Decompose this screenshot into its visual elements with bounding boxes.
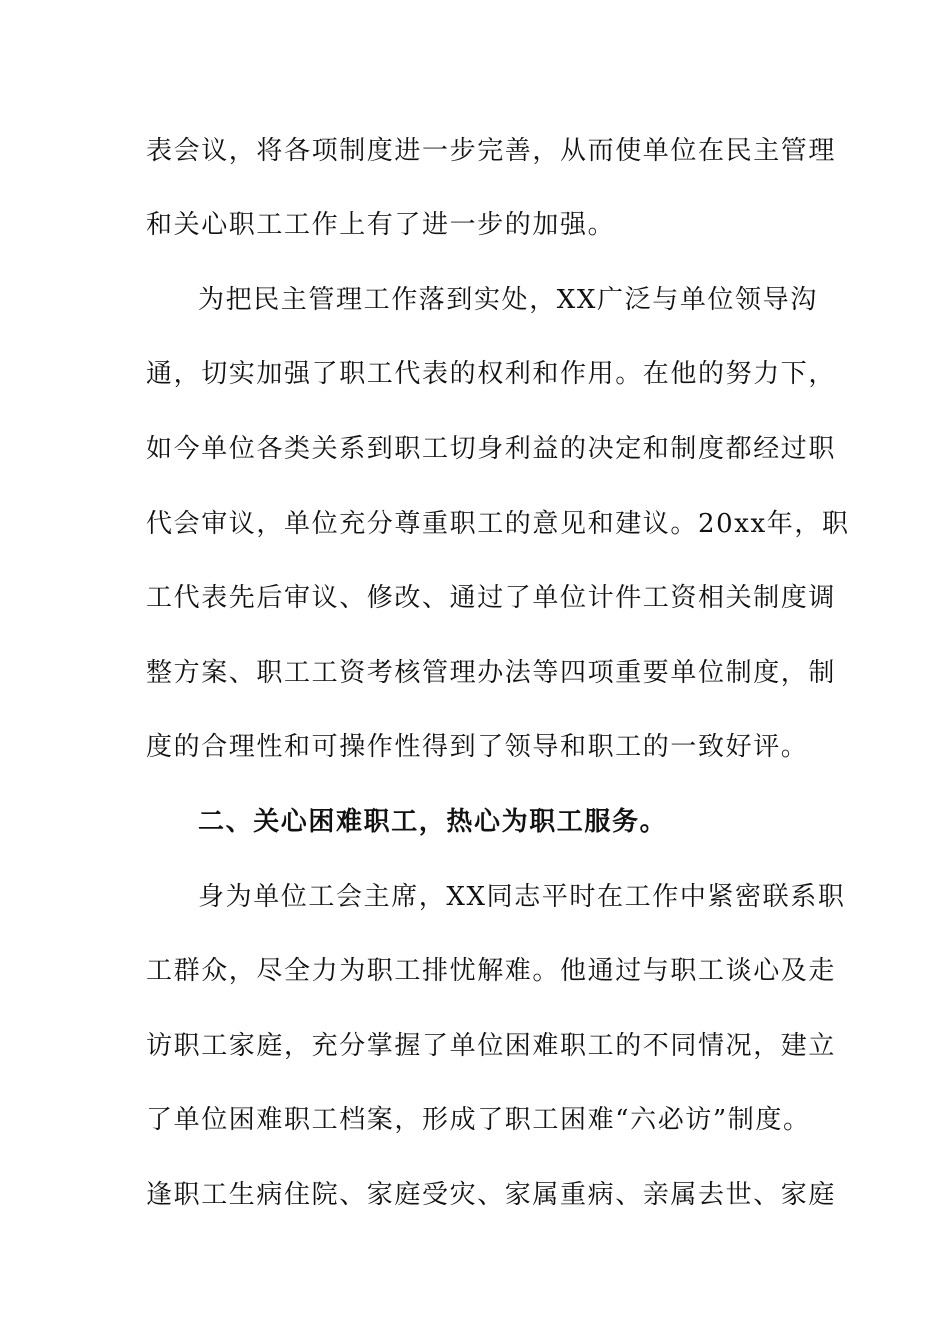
paragraph-line: 度的合理性和可操作性得到了领导和职工的一致好评。 xyxy=(146,732,809,762)
paragraph-line: 了单位困难职工档案，形成了职工困难“六必访”制度。 xyxy=(146,1105,811,1135)
paragraph-line: 工代表先后审议、修改、通过了单位计件工资相关制度调 xyxy=(146,583,837,613)
paragraph-first-line: 为把民主管理工作落到实处，XX广泛与单位领导沟 xyxy=(198,285,818,315)
paragraph-line: 和关心职工工作上有了进一步的加强。 xyxy=(146,210,616,240)
paragraph-line: 表会议，将各项制度进一步完善，从而使单位在民主管理 xyxy=(146,136,837,166)
paragraph-line: 工群众，尽全力为职工排忧解难。他通过与职工谈心及走 xyxy=(146,956,837,986)
section-heading: 二、关心困难职工，热心为职工服务。 xyxy=(198,807,668,837)
paragraph-line: 逢职工生病住院、家庭受灾、家属重病、亲属去世、家庭 xyxy=(146,1180,837,1210)
paragraph-first-line: 身为单位工会主席，XX同志平时在工作中紧密联系职 xyxy=(198,882,846,912)
paragraph-line: 如今单位各类关系到职工切身利益的决定和制度都经过职 xyxy=(146,434,837,464)
paragraph-line: 通，切实加强了职工代表的权利和作用。在他的努力下， xyxy=(146,359,837,389)
paragraph-line: 访职工家庭，充分掌握了单位困难职工的不同情况，建立 xyxy=(146,1031,837,1061)
paragraph-line: 代会审议，单位充分尊重职工的意见和建议。20xx年，职 xyxy=(146,509,850,539)
paragraph-line: 整方案、职工工资考核管理办法等四项重要单位制度，制 xyxy=(146,658,837,688)
